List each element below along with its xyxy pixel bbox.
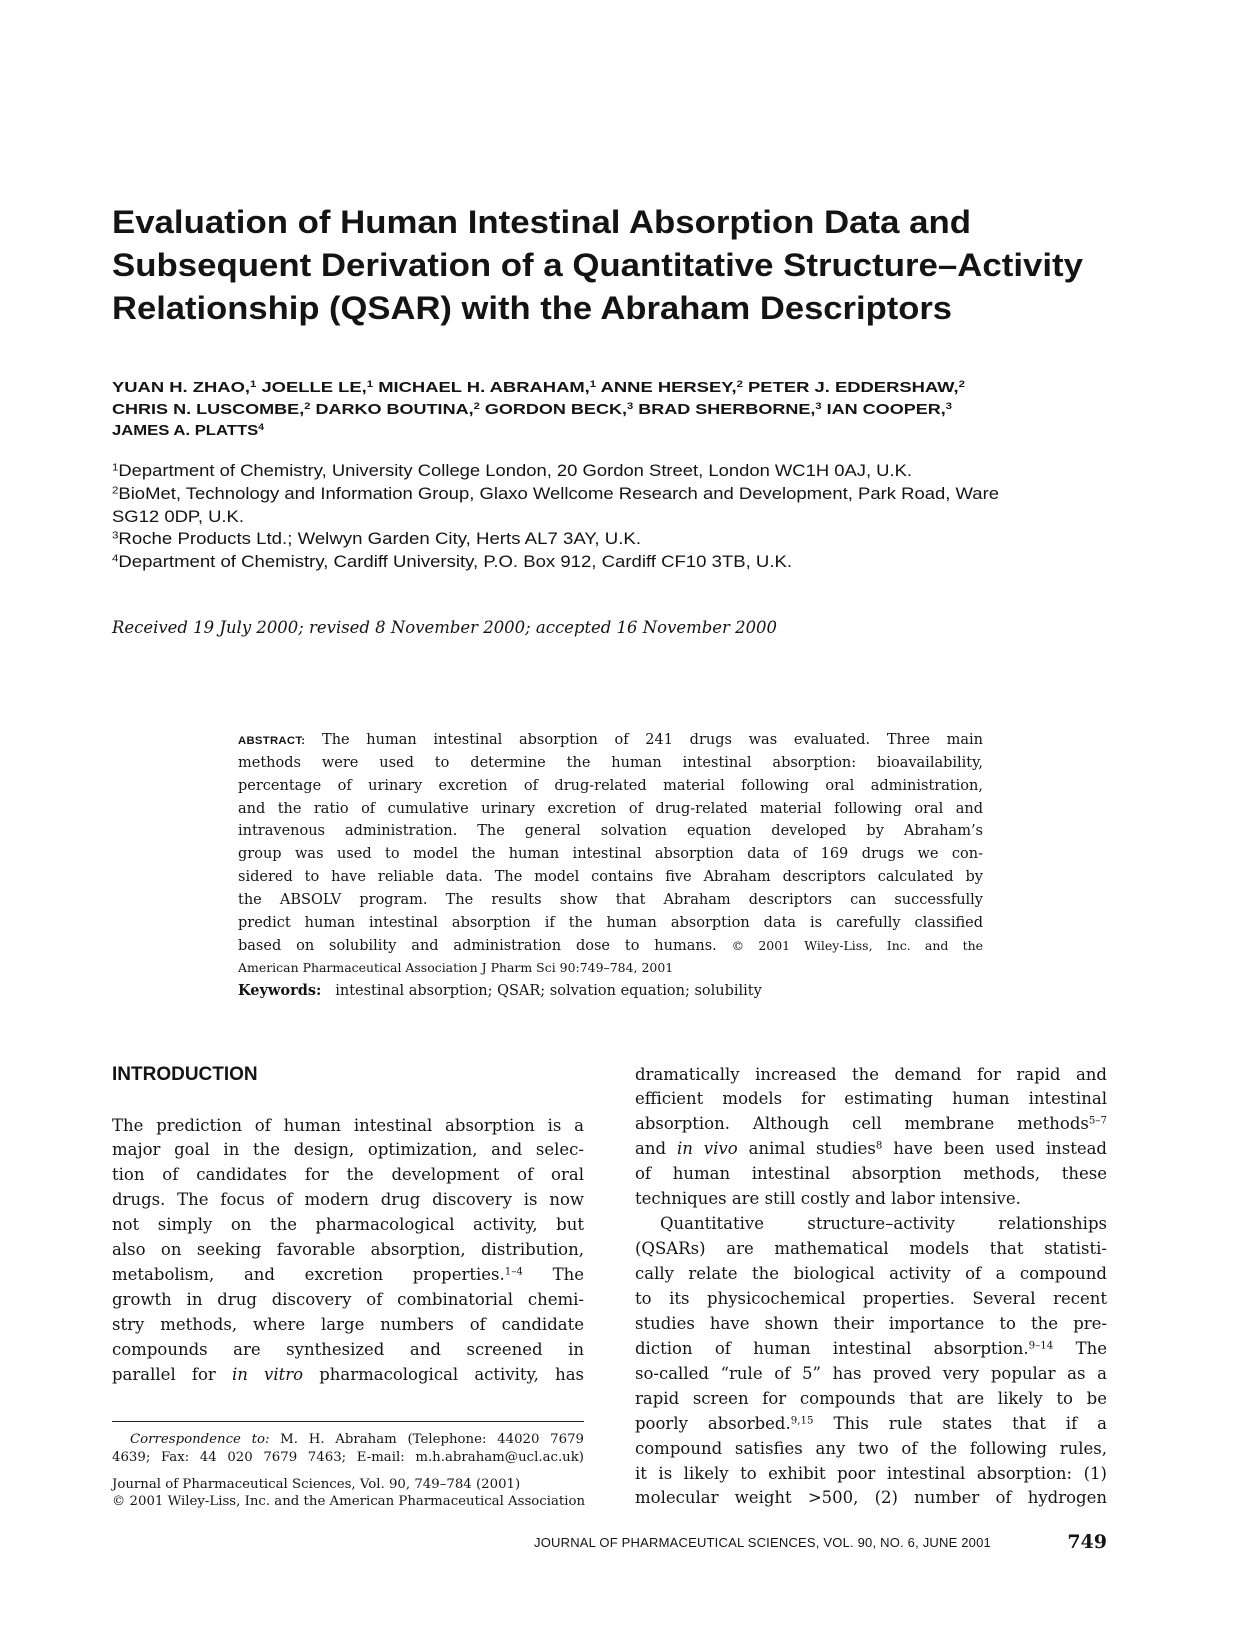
text-line: [635, 1486, 1107, 1511]
text-line: [238, 889, 983, 912]
text-line: [112, 551, 792, 574]
reference-superscript: 2: [112, 485, 119, 497]
text-line: [635, 1237, 1107, 1262]
text-segment: MICHAEL H. ABRAHAM,: [373, 379, 590, 396]
text-line: [112, 1363, 584, 1388]
received-text: Received 19 July 2000; revised 8 November 2000; accepted 16 November 2000: [112, 618, 777, 638]
reference-superscript: 3: [626, 400, 634, 411]
text-segment: Subsequent Derivation of a Quantitative Structure–Activity: [112, 247, 1083, 283]
text-segment: BRAD SHERBORNE,: [633, 400, 816, 418]
text-segment: molecular weight >500, (2) number of hydrogen: [635, 1488, 1107, 1508]
text-segment: parallel for: [112, 1364, 232, 1384]
text-line: [112, 1288, 584, 1313]
body-column-right: [635, 1063, 1107, 1512]
text-segment: 4639; Fax: 44 020 7679 7463; E-mail: m.h.abraham@ucl.ac.uk): [112, 1450, 584, 1465]
text-line: [112, 399, 952, 421]
author-list: [112, 377, 965, 442]
text-line: [112, 1163, 584, 1188]
text-line: [112, 1213, 584, 1238]
text-segment: sidered to have reliable data. The model contains five Abraham descriptors calculated by: [238, 869, 983, 886]
text-segment: pharmacological activity, has: [303, 1364, 585, 1384]
text-segment: and the ratio of cumulative urinary excretion of drug-related material following oral and: [238, 800, 983, 817]
text-line: [238, 957, 983, 980]
text-line: [238, 820, 983, 843]
text-line: [635, 1187, 1107, 1212]
text-segment: absorption. Although cell membrane methods: [635, 1114, 1089, 1134]
text-segment: (QSARs) are mathematical models that statisti-: [635, 1239, 1107, 1259]
text-segment: studies have shown their importance to the pre-: [635, 1313, 1107, 1333]
text-segment: Quantitative structure–activity relationships: [660, 1214, 1107, 1234]
text-line: [238, 798, 983, 821]
text-segment: SG12 0DP, U.K.: [112, 507, 244, 526]
text-line: [635, 1387, 1107, 1412]
text-segment: not simply on the pharmacological activity, but: [112, 1215, 584, 1235]
text-line: [112, 528, 641, 551]
text-line: [635, 1137, 1107, 1162]
text-segment: cally relate the biological activity of a compound: [635, 1264, 1107, 1283]
text-line: [112, 1263, 584, 1288]
correspondence-footnote: [112, 1431, 584, 1467]
text-segment: Department of Chemistry, Cardiff University, P.O. Box 912, Cardiff CF10 3TB, U.K.: [118, 553, 792, 571]
text-segment: so-called “rule of 5” has proved very popular as a: [635, 1363, 1107, 1383]
text-segment: growth in drug discovery of combinatorial chemi-: [112, 1290, 584, 1310]
text-segment: group was used to model the human intestinal absorption data of 169 drugs we con-: [238, 846, 983, 863]
section-heading-introduction: INTRODUCTION: [112, 1064, 258, 1085]
text-segment: This rule states that if a: [813, 1413, 1107, 1433]
body-column-left: [112, 1114, 584, 1388]
reference-superscript: 1: [366, 378, 374, 389]
text-segment: Department of Chemistry, University College London, 20 Gordon Street, London WC1H 0AJ, U.K.: [118, 462, 912, 480]
text-line: [112, 420, 264, 442]
text-line: [112, 1449, 584, 1467]
text-line: [112, 1238, 584, 1263]
text-segment: predict human intestinal absorption if the human absorption data is carefully classified: [238, 914, 983, 931]
text-line: [238, 912, 983, 935]
text-line: [112, 1114, 584, 1139]
italic-text: Correspondence to:: [130, 1432, 270, 1447]
reference-superscript: 1: [589, 378, 597, 389]
text-segment: GORDON BECK,: [479, 400, 627, 418]
text-segment: The: [1053, 1338, 1107, 1358]
text-segment: have been used instead: [882, 1139, 1107, 1159]
text-segment: PETER J. EDDERSHAW,: [742, 379, 959, 396]
text-line: [635, 1412, 1107, 1437]
italic-text: in vivo: [676, 1139, 738, 1159]
text-line: [238, 729, 983, 752]
text-segment: JOELLE LE,: [256, 379, 367, 396]
text-line: [635, 1462, 1107, 1487]
text-segment: American Pharmaceutical Association J Pharm Sci 90:749–784, 2001: [238, 960, 674, 976]
text-line: [112, 1188, 584, 1213]
text-line: [112, 244, 1083, 287]
text-segment: stry methods, where large numbers of candidate: [112, 1315, 584, 1334]
text-line: [635, 1287, 1107, 1312]
text-segment: dramatically increased the demand for rapid and: [635, 1064, 1107, 1084]
journal-citation-footnote: [112, 1477, 584, 1510]
text-line: [112, 1313, 584, 1338]
text-line: [112, 1494, 584, 1511]
page-number: 749: [1067, 1531, 1107, 1553]
running-footer: JOURNAL OF PHARMACEUTICAL SCIENCES, VOL. 90, NO. 6, JUNE 2001: [534, 1535, 991, 1550]
reference-superscript: 3: [815, 400, 822, 411]
abstract-label: ABSTRACT:: [238, 735, 306, 747]
text-segment: intravenous administration. The general solvation equation developed by Abraham’s: [238, 823, 983, 840]
italic-text: in vitro: [231, 1364, 304, 1384]
text-line: [112, 377, 965, 399]
text-segment: it is likely to exhibit poor intestinal absorption: (1): [635, 1463, 1107, 1483]
text-segment: metabolism, and excretion properties.: [112, 1265, 505, 1285]
reference-superscript: 2: [736, 378, 743, 389]
text-segment: tion of candidates for the development of oral: [112, 1165, 584, 1185]
text-line: [112, 506, 244, 529]
text-line: [112, 287, 952, 330]
text-segment: methods were used to determine the human intestinal absorption: bioavailability,: [238, 754, 983, 771]
text-segment: compound satisfies any two of the following rules,: [635, 1438, 1107, 1458]
text-line: [238, 935, 983, 958]
keywords-text: intestinal absorption; QSAR; solvation equation; solubility: [335, 983, 762, 999]
text-segment: percentage of urinary excretion of drug-related material following oral administration,: [238, 777, 983, 794]
text-segment: poorly absorbed.: [635, 1413, 791, 1433]
text-segment: ANNE HERSEY,: [596, 379, 737, 396]
text-line: [112, 483, 999, 506]
text-segment: YUAN H. ZHAO,: [112, 379, 250, 396]
text-segment: major goal in the design, optimization, and selec-: [112, 1140, 584, 1160]
received-dates: [112, 617, 799, 639]
text-segment: M. H. Abraham (Telephone: 44020 7679: [269, 1432, 585, 1447]
reference-superscript: 1: [249, 378, 257, 389]
text-line: [238, 752, 983, 775]
text-line: [112, 1338, 584, 1363]
text-segment: techniques are still costly and labor intensive.: [635, 1189, 1021, 1209]
reference-superscript: 4: [112, 553, 119, 565]
text-segment: efficient models for estimating human intestinal: [635, 1089, 1107, 1109]
text-segment: and: [635, 1139, 677, 1159]
text-line: [635, 1087, 1107, 1112]
text-line: [238, 775, 983, 798]
text-segment: © 2001 Wiley-Liss, Inc. and the: [731, 937, 983, 953]
reference-superscript: 8: [875, 1140, 883, 1152]
text-segment: The prediction of human intestinal absorption is a: [112, 1115, 584, 1135]
text-line: [112, 201, 971, 244]
text-segment: also on seeking favorable absorption, distribution,: [112, 1240, 584, 1260]
text-segment: CHRIS N. LUSCOMBE,: [112, 400, 305, 418]
text-line: [238, 843, 983, 866]
text-line: [635, 1212, 1107, 1237]
text-line: [635, 1362, 1107, 1387]
text-segment: Evaluation of Human Intestinal Absorption Data and: [112, 204, 971, 240]
text-segment: Relationship (QSAR) with the Abraham Descriptors: [112, 290, 952, 326]
reference-superscript: 5–7: [1088, 1115, 1107, 1127]
text-line: [635, 1162, 1107, 1187]
text-segment: BioMet, Technology and Information Group, Glaxo Wellcome Research and Development, Park Road, Ware: [118, 484, 1000, 503]
footnote-divider: [112, 1421, 584, 1422]
text-line: [635, 1437, 1107, 1462]
text-segment: JAMES A. PLATTS: [112, 422, 259, 439]
text-segment: © 2001 Wiley-Liss, Inc. and the American Pharmaceutical Association: [112, 1493, 586, 1509]
reference-superscript: 1–4: [504, 1266, 523, 1278]
reference-superscript: 9,15: [790, 1415, 814, 1426]
text-segment: DARKO BOUTINA,: [310, 400, 474, 418]
text-line: [112, 1138, 584, 1163]
keywords-label: Keywords:: [238, 982, 322, 999]
text-line: [635, 1112, 1107, 1137]
reference-superscript: 2: [304, 400, 311, 411]
affiliations: [112, 460, 1000, 574]
text-segment: Journal of Pharmaceutical Sciences, Vol. 90, 749–784 (2001): [112, 1477, 521, 1492]
reference-superscript: 4: [258, 421, 264, 432]
reference-superscript: 2: [473, 400, 480, 411]
reference-superscript: 3: [112, 530, 119, 542]
reference-superscript: 9–14: [1028, 1340, 1054, 1352]
text-segment: rapid screen for compounds that are likely to be: [635, 1388, 1107, 1408]
text-segment: Roche Products Ltd.; Welwyn Garden City, Herts AL7 3AY, U.K.: [118, 530, 641, 549]
text-segment: compounds are synthesized and screened in: [112, 1339, 584, 1359]
abstract: [238, 729, 983, 980]
text-segment: based on solubility and administration dose to humans.: [238, 937, 732, 954]
text-segment: The human intestinal absorption of 241 drugs was evaluated. Three main: [305, 732, 983, 748]
text-segment: diction of human intestinal absorption.: [635, 1338, 1029, 1358]
text-segment: the ABSOLV program. The results show that Abraham descriptors can successfully: [238, 891, 983, 908]
text-segment: The: [522, 1265, 584, 1285]
text-line: [112, 1477, 584, 1494]
text-line: [635, 1262, 1107, 1287]
text-segment: of human intestinal absorption methods, these: [635, 1164, 1107, 1184]
text-line: [112, 460, 912, 483]
text-segment: drugs. The focus of modern drug discovery is now: [112, 1190, 584, 1210]
text-segment: to its physicochemical properties. Several recent: [635, 1288, 1107, 1308]
text-segment: animal studies: [737, 1139, 876, 1159]
text-segment: IAN COOPER,: [821, 400, 946, 418]
reference-superscript: 3: [945, 400, 952, 411]
text-line: [635, 1337, 1107, 1362]
text-line: [112, 1431, 584, 1449]
text-line: [635, 1063, 1107, 1088]
text-line: [238, 866, 983, 889]
keywords: [238, 980, 762, 1003]
article-title: [112, 201, 1083, 330]
text-line: [635, 1312, 1107, 1337]
reference-superscript: 2: [958, 378, 965, 389]
reference-superscript: 1: [112, 462, 119, 474]
